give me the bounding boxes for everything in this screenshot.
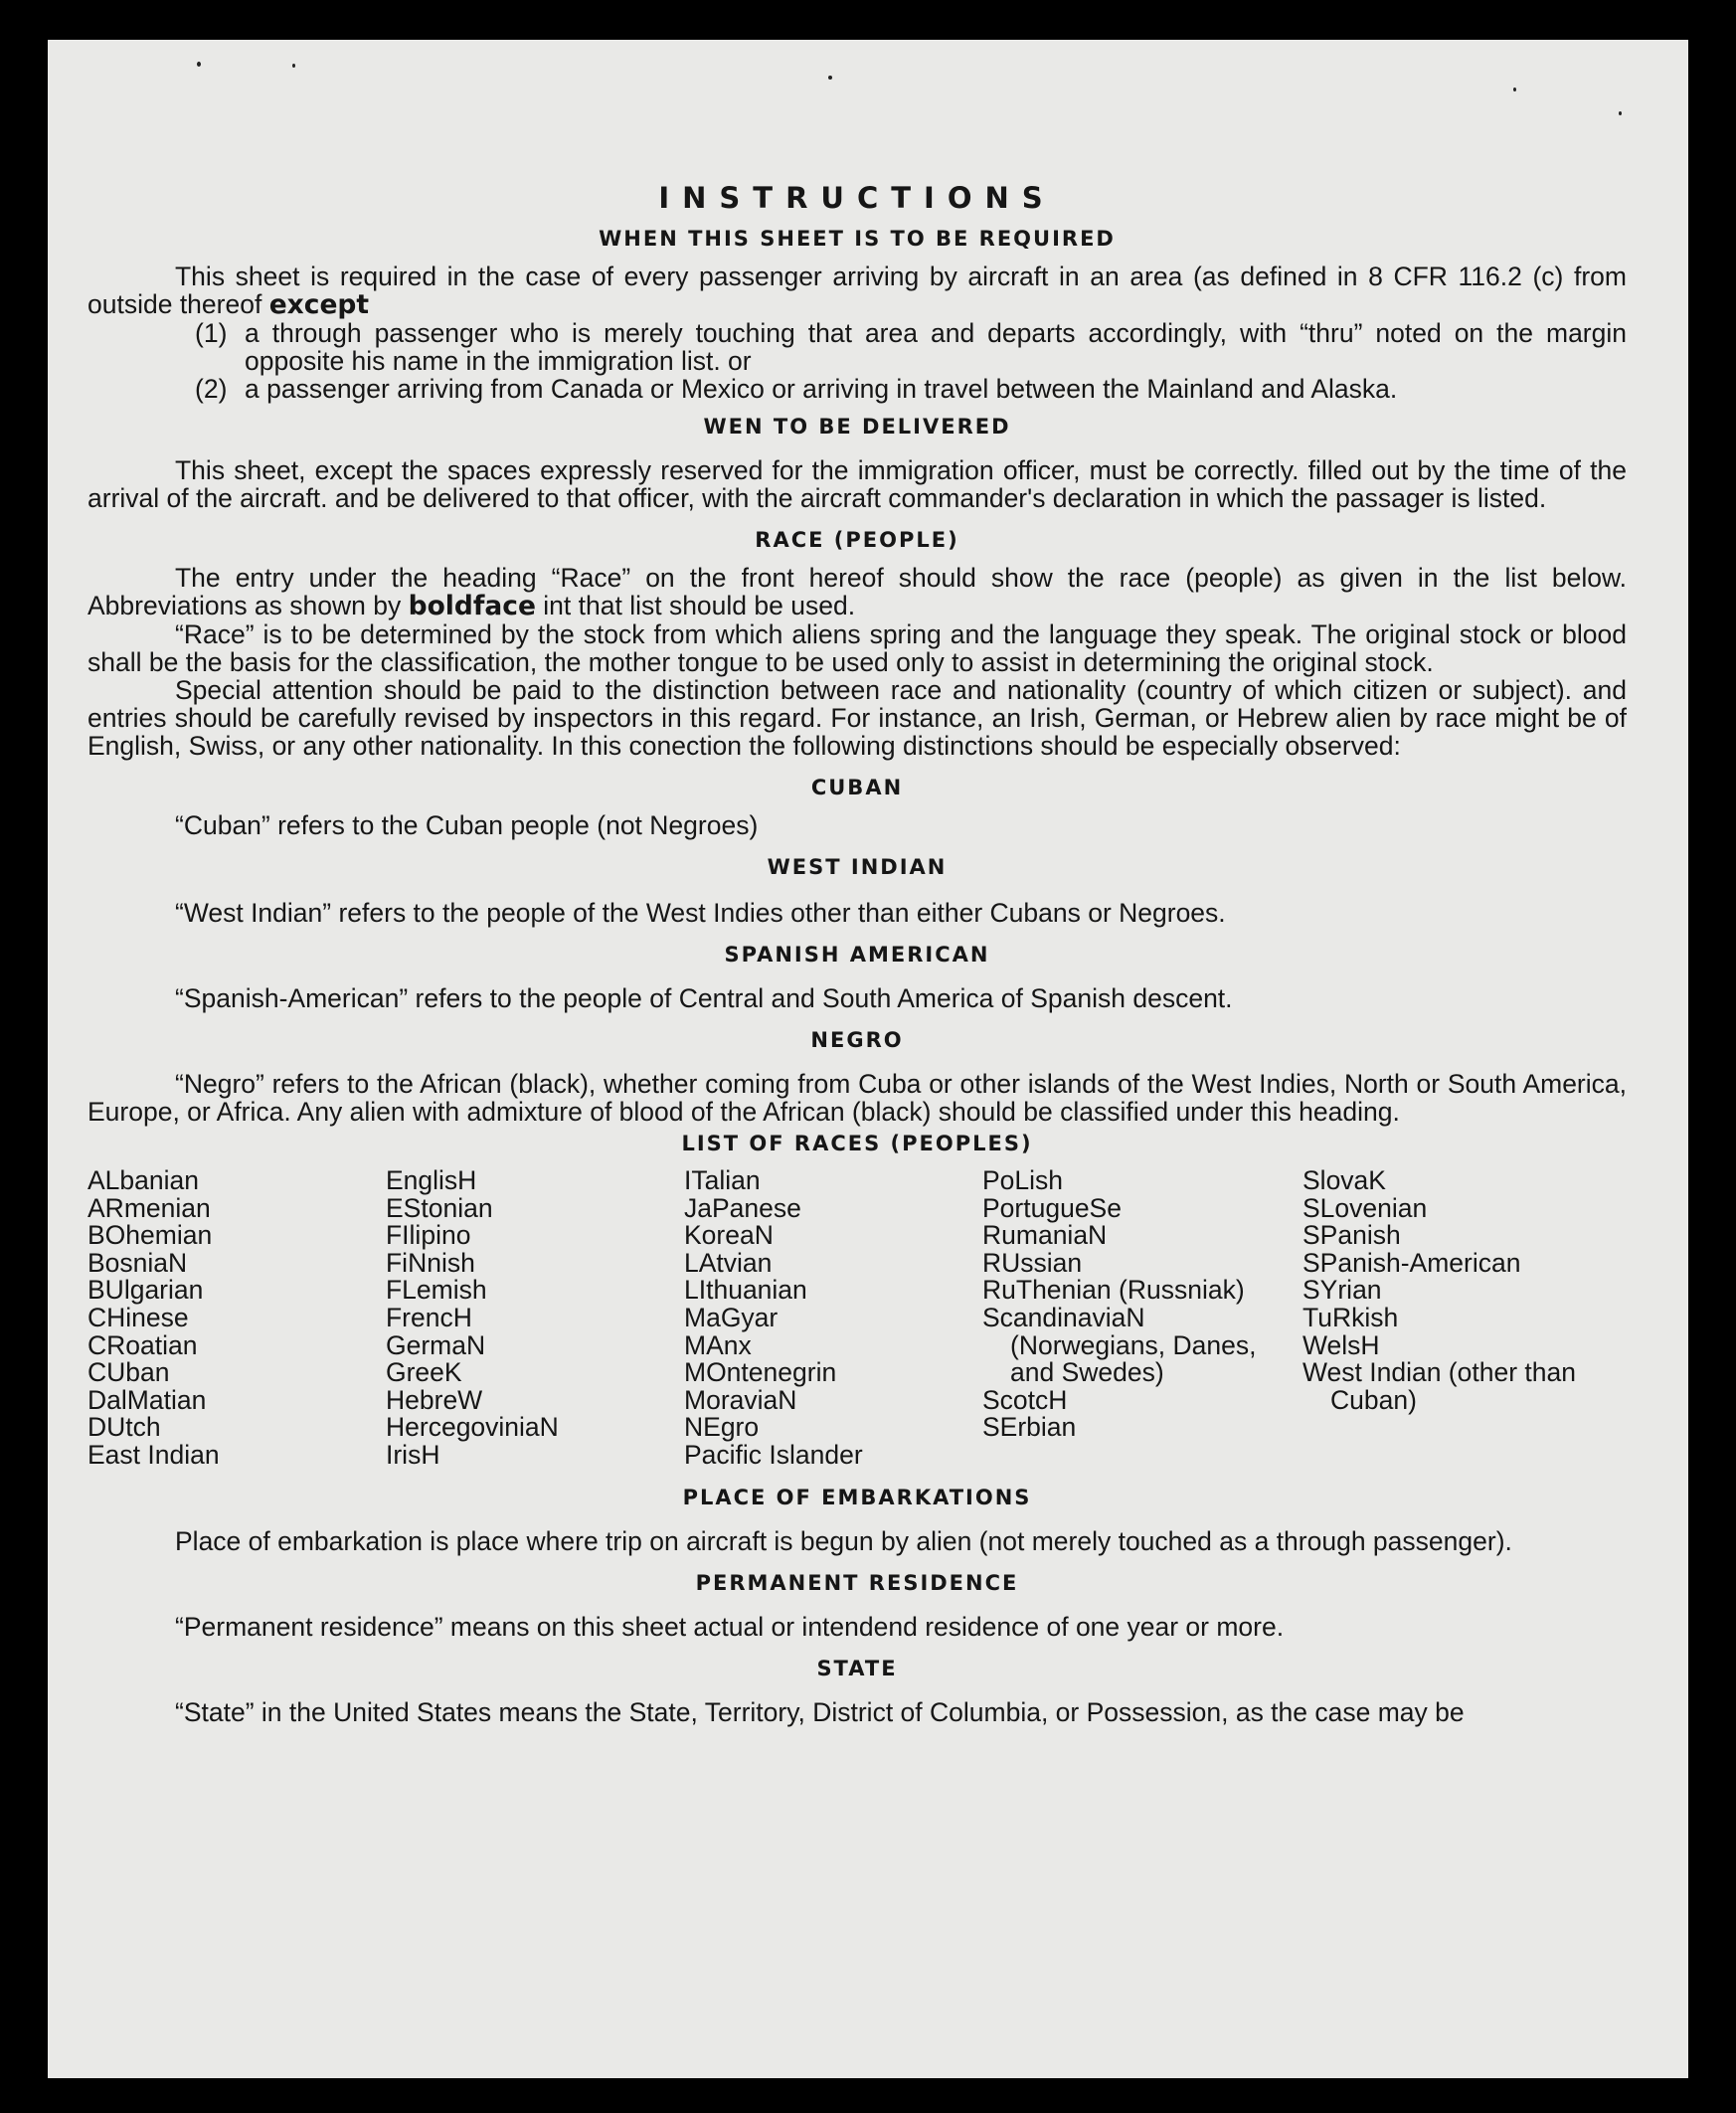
section-embarkation bbox=[87, 1527, 1627, 1555]
list-item: SPanish bbox=[1302, 1220, 1401, 1251]
list-item: SLovenian bbox=[1302, 1192, 1428, 1223]
list-item: MoraviaN bbox=[684, 1384, 797, 1415]
heading-race: RACE (PEOPLE) bbox=[755, 528, 959, 552]
cuban-paragraph: “Cuban” refers to the Cuban people (not Negroes) bbox=[175, 810, 759, 840]
west-indian-paragraph: “West Indian” refers to the people of the West Indies other than either Cubans or Negroes. bbox=[175, 898, 1226, 928]
race-column-4 bbox=[982, 1167, 1302, 1470]
page-title: INSTRUCTIONS bbox=[658, 181, 1056, 215]
list-item: BosniaN bbox=[87, 1247, 188, 1278]
scan-speck bbox=[1619, 111, 1622, 115]
except-word: except bbox=[268, 289, 370, 320]
scan-speck bbox=[197, 62, 201, 67]
list-item: MOntenegrin bbox=[684, 1357, 837, 1388]
exception-item-1 bbox=[87, 319, 1627, 375]
list-item: TuRkish bbox=[1302, 1302, 1399, 1332]
list-item: DalMatian bbox=[87, 1384, 207, 1415]
section-when-required bbox=[87, 263, 1627, 403]
list-item: WelsH bbox=[1302, 1329, 1380, 1360]
list-item: SErbian bbox=[982, 1412, 1077, 1443]
list-item: GreeK bbox=[386, 1357, 462, 1388]
race-list bbox=[87, 1167, 1627, 1470]
section-west-indian bbox=[87, 899, 1627, 927]
list-item: IrisH bbox=[386, 1439, 440, 1470]
list-item: GermaN bbox=[386, 1329, 486, 1360]
list-item: West Indian (other than Cuban) bbox=[1302, 1357, 1576, 1415]
embarkation-paragraph: Place of embarkation is place where trip on aircraft is begun by alien (not merely touched as a through passenger). bbox=[175, 1525, 1512, 1556]
list-item: LIthuanian bbox=[684, 1275, 807, 1306]
list-item: FLemish bbox=[386, 1275, 487, 1306]
section-state bbox=[87, 1698, 1627, 1726]
list-item: RumaniaN bbox=[982, 1220, 1108, 1251]
section-permanent-residence bbox=[87, 1613, 1627, 1641]
list-item: RUssian bbox=[982, 1247, 1083, 1278]
heading-list-of-races: LIST OF RACES (PEOPLES) bbox=[681, 1132, 1033, 1155]
race-column-5 bbox=[1302, 1165, 1576, 1470]
heading-when-delivered: WEN TO BE DELIVERED bbox=[703, 415, 1011, 439]
list-item: HercegoviniaN bbox=[386, 1412, 559, 1443]
race-paragraph-2: “Race” is to be determined by the stock from which aliens spring and the language they speak. The original stock or blood shall be the basis for the classification, the mother tongue to be used only to assist in determining the original stock. bbox=[87, 619, 1627, 677]
permanent-residence-paragraph: “Permanent residence” means on this sheet actual or intendend residence of one year or more. bbox=[175, 1611, 1285, 1642]
list-item: JaPanese bbox=[684, 1192, 801, 1223]
list-item: LAtvian bbox=[684, 1247, 773, 1278]
list-item: FIlipino bbox=[386, 1220, 471, 1251]
list-item: BOhemian bbox=[87, 1220, 213, 1251]
section-race bbox=[87, 564, 1627, 760]
race-column-1 bbox=[87, 1167, 386, 1470]
spanish-american-paragraph: “Spanish-American” refers to the people of Central and South America of Spanish descent. bbox=[175, 983, 1233, 1013]
list-item: SYrian bbox=[1302, 1275, 1382, 1306]
list-item: NEgro bbox=[684, 1412, 760, 1443]
scan-speck bbox=[828, 76, 832, 80]
race-paragraph-1 bbox=[87, 564, 1627, 620]
list-item: KoreaN bbox=[684, 1220, 774, 1251]
heading-negro: NEGRO bbox=[810, 1028, 904, 1052]
race-column-2 bbox=[386, 1167, 684, 1470]
race-paragraph-3: Special attention should be paid to the distinction between race and nationality (country of which citizen or subject). and entries should be carefully revised by inspectors in this regard. For instance, an Irish, German, or Hebrew alien by race might be of English, Swiss, or any other nationality. In this conection the following distinctions should be especially observed: bbox=[87, 675, 1627, 761]
list-item: PoLish bbox=[982, 1165, 1064, 1195]
heading-state: STATE bbox=[816, 1656, 898, 1680]
negro-paragraph: “Negro” refers to the African (black), whether coming from Cuba or other islands of the West Indies, North or South America, Europe, or Africa. Any alien with admixture of blood of the African (black) should be classified under this heading. bbox=[87, 1069, 1627, 1127]
scan-speck bbox=[1513, 88, 1516, 91]
list-item: ALbanian bbox=[87, 1165, 199, 1195]
list-item: MaGyar bbox=[684, 1302, 779, 1332]
section-spanish-american bbox=[87, 984, 1627, 1012]
list-item: RuThenian (Russniak) bbox=[982, 1275, 1245, 1306]
boldface-word: boldface bbox=[408, 591, 536, 621]
list-item: PortugueSe bbox=[982, 1192, 1122, 1223]
list-item: SPanish-American bbox=[1302, 1247, 1521, 1278]
list-item: ScotcH bbox=[982, 1384, 1068, 1415]
list-item: East Indian bbox=[87, 1439, 220, 1470]
when-paragraph-text: This sheet is required in the case of every passenger arriving by aircraft in an area (as defined in 8 CFR 116.2 (c) from outside thereof bbox=[87, 262, 1627, 319]
list-item: Pacific Islander bbox=[684, 1439, 863, 1470]
list-item: ITalian bbox=[684, 1165, 761, 1195]
exception-text: a passenger arriving from Canada or Mexico or arriving in travel between the Mainland and Alaska. bbox=[245, 374, 1398, 404]
list-item: MAnx bbox=[684, 1329, 752, 1360]
heading-spanish-american: SPANISH AMERICAN bbox=[724, 943, 990, 967]
heading-place-of-embarkation: PLACE OF EMBARKATIONS bbox=[682, 1485, 1032, 1509]
list-item: FrencH bbox=[386, 1302, 472, 1332]
list-item: ScandinaviaN (Norwegians, Danes, and Swedes) bbox=[982, 1302, 1257, 1388]
section-negro bbox=[87, 1070, 1627, 1126]
list-item: CUban bbox=[87, 1357, 170, 1388]
instruction-sheet bbox=[48, 40, 1688, 2078]
list-item: BUlgarian bbox=[87, 1275, 204, 1306]
list-item: EnglisH bbox=[386, 1165, 477, 1195]
exception-text: a through passenger who is merely touching that area and departs accordingly, with “thru” noted on the margin opposite his name in the immigration list. or bbox=[245, 318, 1627, 376]
exception-number: (1) bbox=[195, 318, 228, 348]
delivered-paragraph: This sheet, except the spaces expressly reserved for the immigration officer, must be correctly. filled out by the time of the arrival of the aircraft. and be delivered to that officer, with the aircraft commander's declaration in which the passager is listed. bbox=[87, 455, 1627, 513]
list-item: FiNnish bbox=[386, 1247, 475, 1278]
heading-when-required: WHEN THIS SHEET IS TO BE REQUIRED bbox=[599, 227, 1116, 251]
list-item: ARmenian bbox=[87, 1192, 211, 1223]
list-item: EStonian bbox=[386, 1192, 493, 1223]
list-item: HebreW bbox=[386, 1384, 483, 1415]
race-column-3 bbox=[684, 1167, 982, 1470]
race-paragraph-1-text: The entry under the heading “Race” on the front hereof should show the race (people) as given in the list below. Abbreviations as shown by bbox=[87, 563, 1627, 620]
scan-speck bbox=[292, 64, 295, 68]
when-paragraph bbox=[87, 263, 1627, 319]
list-item: DUtch bbox=[87, 1412, 161, 1443]
state-paragraph: “State” in the United States means the State, Territory, District of Columbia, or Possession, as the case may be bbox=[175, 1696, 1465, 1727]
exception-item-2 bbox=[87, 375, 1627, 403]
heading-west-indian: WEST INDIAN bbox=[767, 855, 948, 879]
section-when-delivered bbox=[87, 456, 1627, 512]
list-item: SlovaK bbox=[1302, 1165, 1386, 1195]
list-item: CHinese bbox=[87, 1302, 189, 1332]
list-item: CRoatian bbox=[87, 1329, 198, 1360]
race-paragraph-1-end: int that list should be used. bbox=[535, 591, 856, 620]
heading-permanent-residence: PERMANENT RESIDENCE bbox=[695, 1570, 1019, 1595]
exception-number: (2) bbox=[195, 374, 228, 404]
heading-cuban: CUBAN bbox=[810, 776, 904, 799]
section-cuban bbox=[87, 811, 1627, 839]
